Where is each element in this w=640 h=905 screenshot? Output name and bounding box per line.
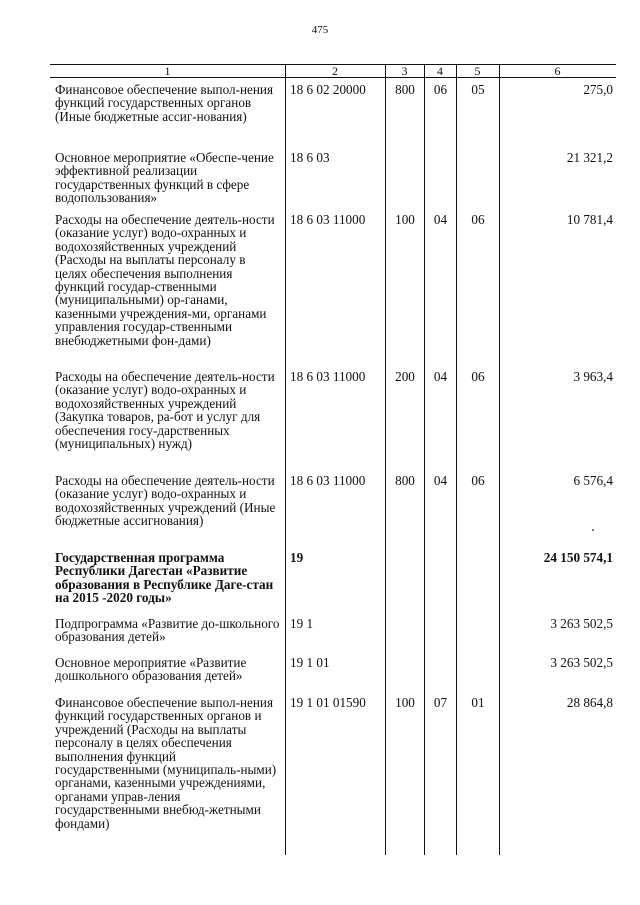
row-amount: 24 150 574,1 (543, 550, 613, 565)
row-subsection: 06 (471, 473, 485, 488)
row-code: 18 6 02 20000 (290, 82, 366, 97)
row-subsection: 01 (471, 695, 485, 710)
row-section: 04 (433, 212, 448, 227)
page-number: 475 (311, 24, 329, 36)
row-expense-type: 100 (395, 695, 415, 710)
row-amount: 3 963,4 (573, 369, 613, 384)
column-divider (385, 65, 386, 855)
row-name: Подпрограмма «Развитие до-школьного образования детей» (55, 616, 280, 645)
row-section: 04 (433, 369, 448, 384)
row-code: 18 6 03 (290, 150, 330, 165)
budget-table (50, 64, 616, 855)
row-amount: 28 864,8 (566, 695, 613, 710)
row-section: 04 (433, 473, 448, 488)
row-name: Финансовое обеспечение выпол-нения функций государственных органов и учреждений (Расходы на выплаты персоналу в целях обеспечения выполнения функций государственными (муниципаль-ными) органами, казенными учреждениями, органами управ-ления государственными внебюд-жетными фондами) (55, 695, 277, 831)
column-divider (499, 65, 500, 855)
header-col-6: 6 (554, 64, 561, 78)
row-expense-type: 200 (395, 369, 415, 384)
row-amount: 21 321,2 (566, 150, 613, 165)
row-amount: 6 576,4 (573, 473, 613, 488)
row-code: 18 6 03 11000 (290, 212, 366, 227)
row-name: Основное мероприятие «Обеспе-чение эффективной реализации государственных функций в сфере водопользования» (55, 150, 274, 206)
row-code: 18 6 03 11000 (290, 369, 366, 384)
header-col-3: 3 (401, 64, 408, 78)
row-name: Расходы на обеспечение деятель-ности (оказание услуг) водо-охранных и водохозяйственных учреждений (Иные бюджетные ассигнования) (55, 473, 276, 529)
row-name: Расходы на обеспечение деятель-ности (оказание услуг) водо-охранных и водохозяйственных учреждений (Расходы на выплаты персоналу в целях обеспечения выполнения функций государ-ственными (муниципальными) ор-ганами, казенными учреждения-ми, органами управления государ-ственными внебюджетными фон-дами) (55, 212, 275, 348)
row-expense-type: 100 (395, 212, 415, 227)
row-amount: 3 263 502,5 (550, 655, 613, 670)
row-code: 18 6 03 11000 (290, 473, 366, 488)
row-expense-type: 800 (395, 82, 415, 97)
row-name: Финансовое обеспечение выпол-нения функций государственных органов (Иные бюджетные ассиг-нования) (55, 82, 274, 124)
column-divider (456, 65, 457, 855)
row-subsection: 06 (471, 369, 485, 384)
row-amount: 3 263 502,5 (550, 616, 613, 631)
header-col-1: 1 (164, 64, 171, 78)
row-section: 06 (433, 82, 448, 97)
row-subsection: 05 (471, 82, 485, 97)
row-code: 19 1 01 01590 (290, 695, 366, 710)
row-name: Государственная программа Республики Дагестан «Развитие образования в Республике Даге-стан на 2015 -2020 годы» (55, 550, 274, 606)
row-code: 19 1 01 (290, 655, 330, 670)
row-code: 19 1 (290, 616, 314, 631)
row-name: Основное мероприятие «Развитие дошкольного образования детей» (55, 655, 247, 684)
row-subsection: 06 (471, 212, 485, 227)
row-name: Расходы на обеспечение деятель-ности (оказание услуг) водо-охранных и водохозяйственных учреждений (Закупка товаров, ра-бот и услуг для обеспечения госу-дарственных (муниципальных) нужд) (55, 369, 275, 452)
header-col-5: 5 (474, 64, 481, 78)
row-expense-type: 800 (395, 473, 415, 488)
scan-speck (592, 529, 594, 531)
row-amount: 10 781,4 (566, 212, 613, 227)
column-divider (424, 65, 425, 855)
row-code: 19 (290, 550, 304, 565)
row-section: 07 (433, 695, 448, 710)
column-divider (285, 65, 286, 855)
row-amount: 275,0 (583, 82, 613, 97)
header-col-2: 2 (332, 64, 338, 78)
header-col-4: 4 (437, 64, 443, 78)
